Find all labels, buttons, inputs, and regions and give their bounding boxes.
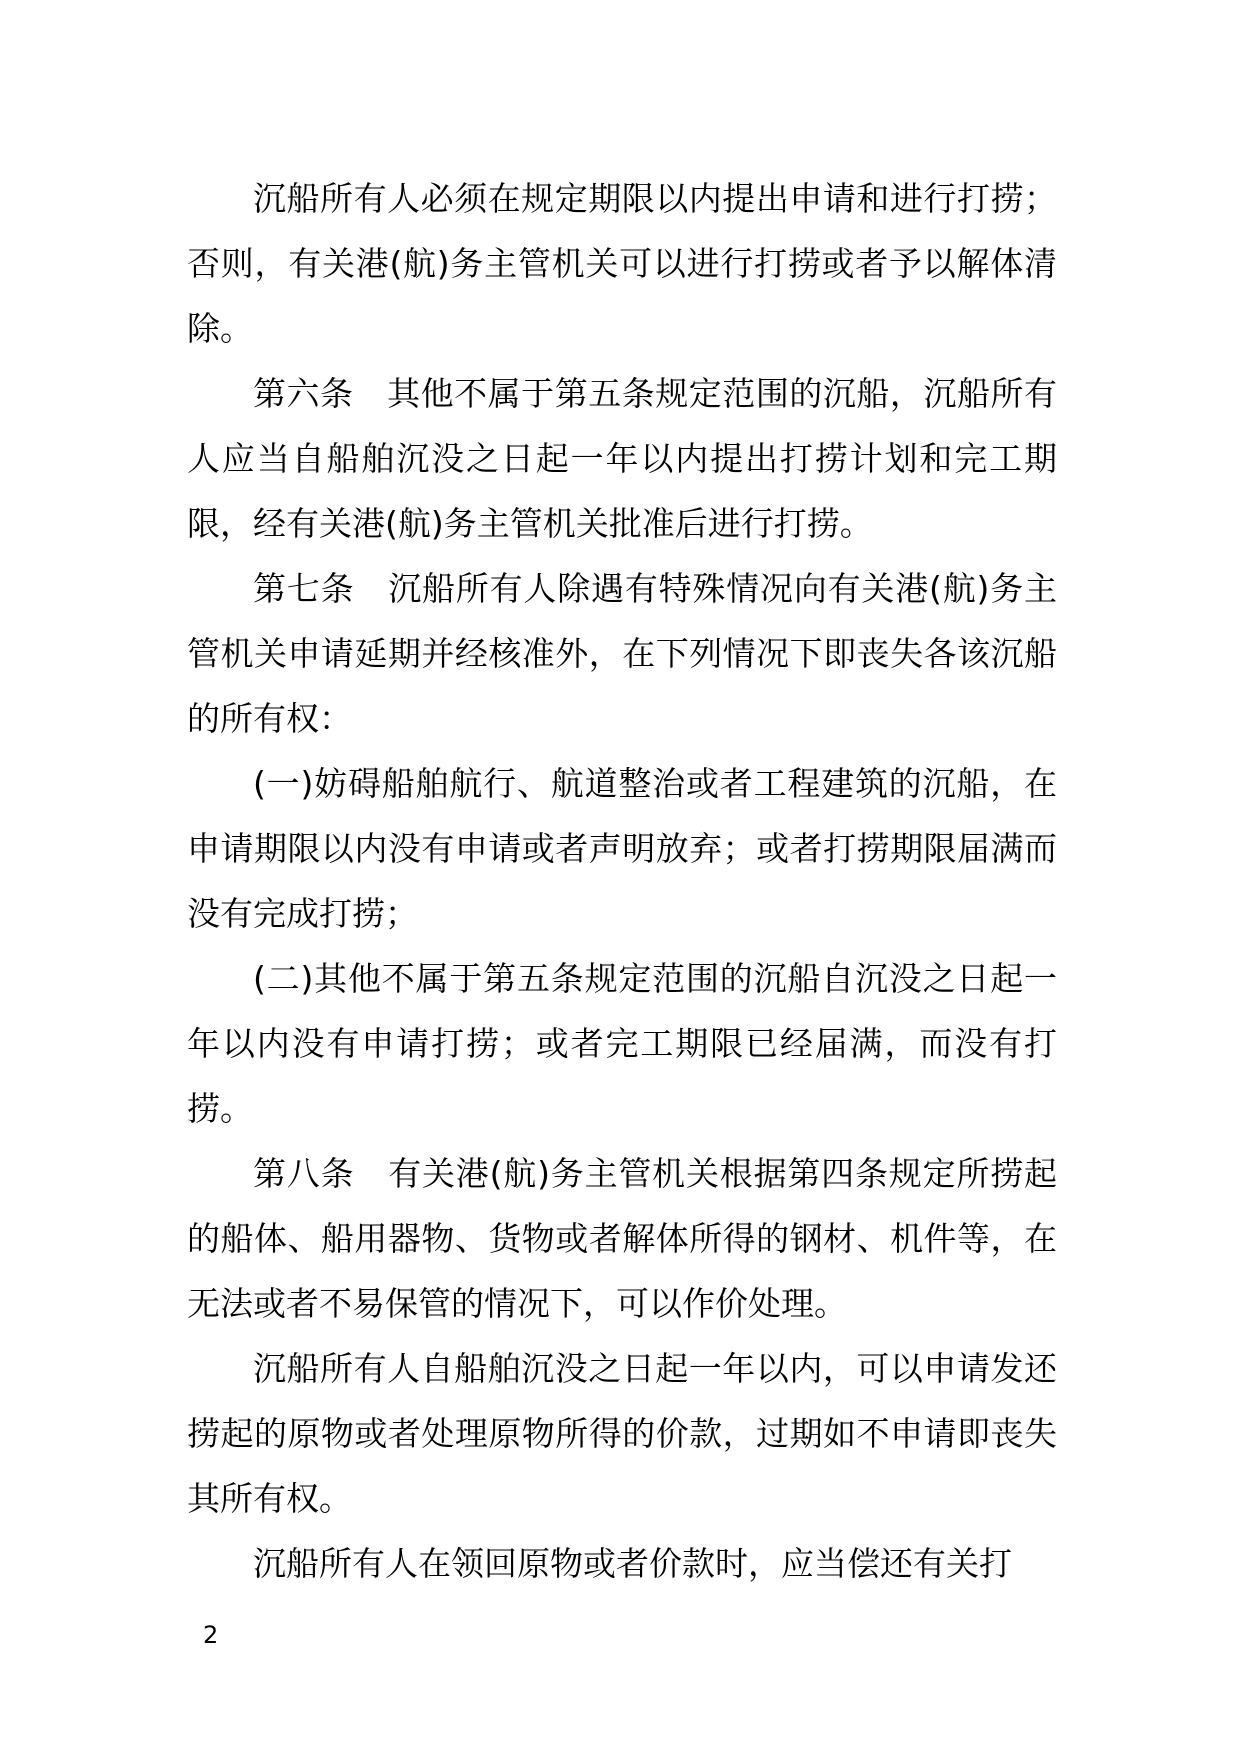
paragraph-article-7-item-1: (一)妨碍船舶航行、航道整治或者工程建筑的沉船，在申请期限以内没有申请或者声明放弃；或者打捞期限届满而没有完成打捞；	[187, 764, 1057, 933]
paragraph-repayment: 沉船所有人在领回原物或者价款时，应当偿还有关打	[253, 1544, 1012, 1583]
body-text	[187, 166, 1057, 1596]
page-number: 2	[203, 1621, 219, 1649]
paragraph-return-request: 沉船所有人自船舶沉没之日起一年以内，可以申请发还捞起的原物或者处理原物所得的价款，过期如不申请即丧失其所有权。	[187, 1349, 1057, 1518]
paragraph-article-8: 第八条 有关港(航)务主管机关根据第四条规定所捞起的船体、船用器物、货物或者解体所得的钢材、机件等，在无法或者不易保管的情况下，可以作价处理。	[187, 1154, 1057, 1323]
paragraph-salvage-deadline: 沉船所有人必须在规定期限以内提出申请和进行打捞；否则，有关港(航)务主管机关可以进行打捞或者予以解体清除。	[187, 179, 1057, 348]
paragraph-article-7-item-2: (二)其他不属于第五条规定范围的沉船自沉没之日起一年以内没有申请打捞；或者完工期限已经届满，而没有打捞。	[187, 959, 1057, 1128]
paragraph-article-6: 第六条 其他不属于第五条规定范围的沉船，沉船所有人应当自船舶沉没之日起一年以内提出打捞计划和完工期限，经有关港(航)务主管机关批准后进行打捞。	[187, 374, 1057, 543]
paragraph-article-7: 第七条 沉船所有人除遇有特殊情况向有关港(航)务主管机关申请延期并经核准外，在下列情况下即丧失各该沉船的所有权：	[187, 569, 1057, 738]
